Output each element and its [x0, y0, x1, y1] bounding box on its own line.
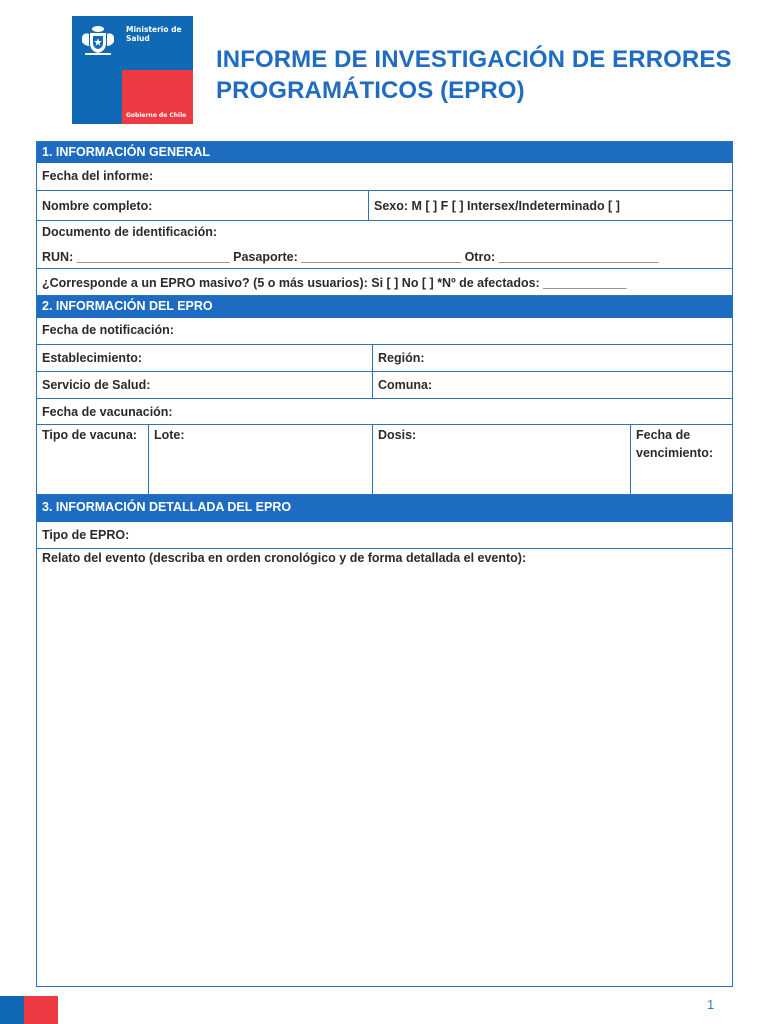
section-1-title: 1. INFORMACIÓN GENERAL: [42, 145, 211, 159]
fecha-vencimiento-label-1: Fecha de: [636, 428, 691, 442]
documento-label: Documento de identificación:: [42, 225, 218, 239]
tipo-epro-field[interactable]: [37, 522, 732, 549]
title-line-1: INFORME DE INVESTIGACIÓN DE ERRORES: [216, 46, 732, 73]
page-number: 1: [707, 997, 715, 1012]
comuna-label: Comuna:: [378, 378, 433, 392]
tipo-epro-label: Tipo de EPRO:: [42, 528, 130, 542]
page-title: [216, 44, 756, 106]
section-2-title: 2. INFORMACIÓN DEL EPRO: [42, 299, 213, 313]
dosis-label: Dosis:: [378, 428, 417, 442]
fecha-vencimiento-field[interactable]: [630, 425, 732, 494]
title-line-2: PROGRAMÁTICOS (EPRO): [216, 77, 525, 104]
fecha-informe-label: Fecha del informe:: [42, 169, 154, 183]
section-3-header: [37, 495, 732, 522]
servicio-salud-label: Servicio de Salud:: [42, 378, 151, 392]
ministry-logo: [72, 16, 193, 124]
section-1-header: [37, 142, 732, 163]
region-field[interactable]: [372, 345, 732, 371]
fecha-vacunacion-label: Fecha de vacunación:: [42, 405, 173, 419]
lote-label: Lote:: [154, 428, 185, 442]
footer-blue-stripe: [0, 996, 24, 1024]
fecha-notificacion-field[interactable]: [37, 318, 732, 345]
fecha-vencimiento-label-2: vencimiento:: [636, 446, 714, 460]
logo-ministry-text: Ministerio de Salud: [126, 25, 182, 43]
epro-masivo-field[interactable]: [37, 269, 732, 296]
fecha-informe-field[interactable]: [37, 163, 732, 191]
nombre-sexo-row: [37, 191, 732, 221]
section-2-header: [37, 296, 732, 318]
relato-evento-field[interactable]: [37, 549, 732, 986]
epro-masivo-label: ¿Corresponde a un EPRO masivo? (5 o más usuarios): Si [ ] No [ ] *Nº de afectados: ____________: [42, 276, 627, 290]
footer-red-stripe: [24, 996, 58, 1024]
relato-evento-label: Relato del evento (describa en orden cronológico y de forma detallada el evento):: [42, 551, 527, 565]
establecimiento-label: Establecimiento:: [42, 351, 143, 365]
establecimiento-region-row: [37, 345, 732, 372]
tipo-vacuna-label: Tipo de vacuna:: [42, 428, 137, 442]
sexo-label: Sexo: M [ ] F [ ] Intersex/Indeterminado [ ]: [374, 199, 620, 213]
region-label: Región:: [378, 351, 425, 365]
fecha-vacunacion-field[interactable]: [37, 399, 732, 425]
coat-of-arms-icon: [79, 23, 117, 57]
vacuna-details-row: [37, 425, 732, 495]
sexo-field[interactable]: [368, 191, 732, 220]
epro-form: [36, 141, 733, 987]
nombre-completo-label: Nombre completo:: [42, 199, 153, 213]
documento-field[interactable]: [37, 221, 732, 269]
logo-government-text: Gobierno de Chile: [126, 112, 187, 119]
comuna-field[interactable]: [372, 372, 732, 398]
section-3-title: 3. INFORMACIÓN DETALLADA DEL EPRO: [42, 500, 292, 514]
run-pasaporte-otro-line: RUN: ______________________ Pasaporte: _______________________ Otro: _______________________: [42, 250, 659, 264]
lote-field[interactable]: [148, 425, 373, 494]
dosis-field[interactable]: [372, 425, 631, 494]
fecha-notificacion-label: Fecha de notificación:: [42, 323, 174, 337]
servicio-comuna-row: [37, 372, 732, 399]
